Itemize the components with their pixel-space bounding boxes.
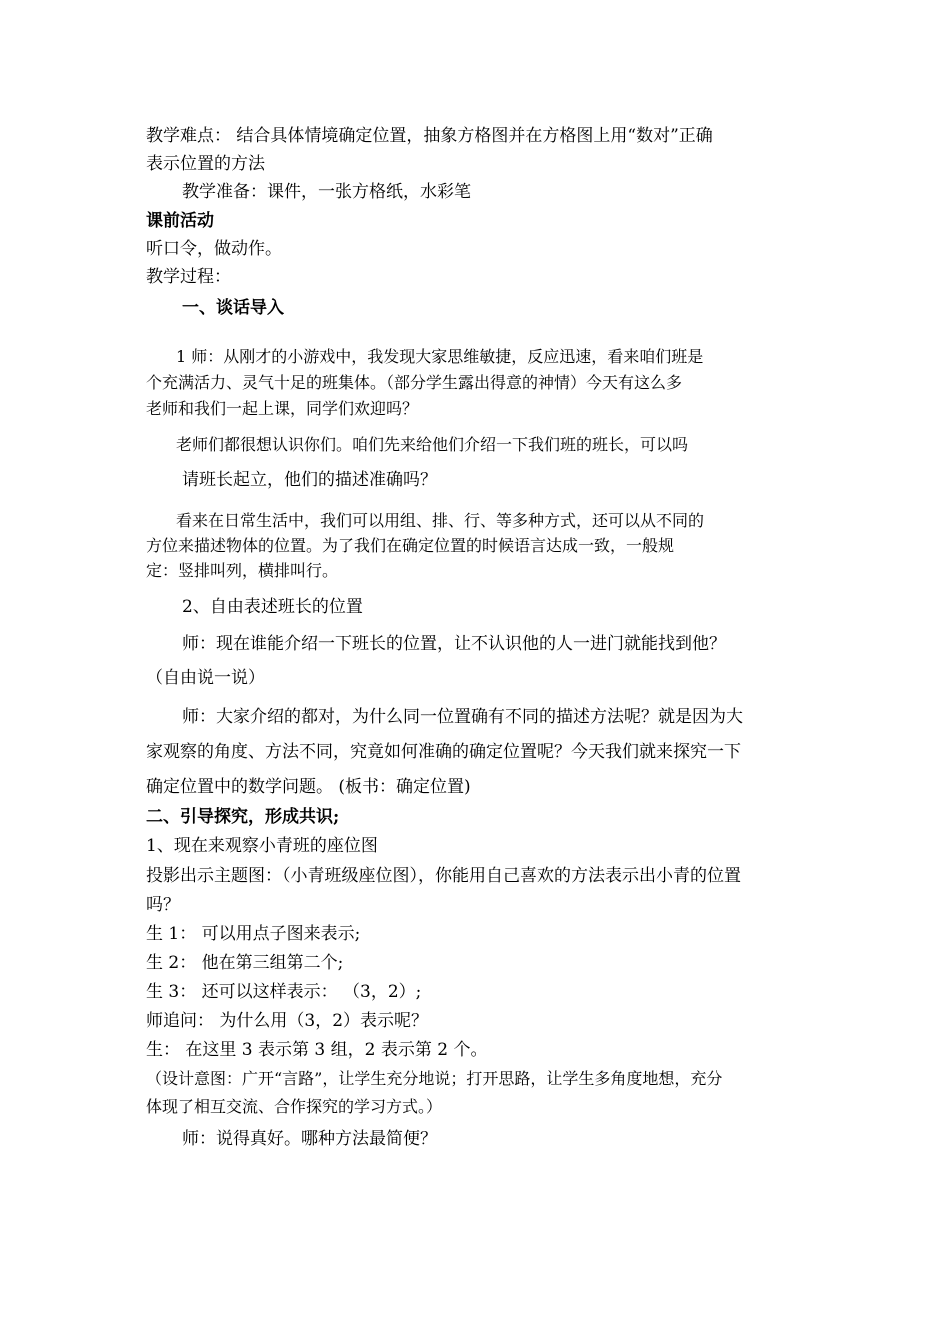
teacher-line-2c: 确定位置中的数学问题。 (板书：确定位置) bbox=[146, 777, 471, 797]
pre-class-heading: 课前活动 bbox=[146, 211, 214, 231]
section-2-heading: 二、引导探究，形成共识; bbox=[146, 807, 340, 827]
teacher-line-1: 师：现在谁能介绍一下班长的位置，让不认识他的人一进门就能找到他？ bbox=[182, 634, 726, 654]
section-1-heading: 一、谈话导入 bbox=[182, 298, 284, 318]
intro-para-4-line-2: 方位来描述物体的位置。为了我们在确定位置的时候语言达成一致，一般规 bbox=[146, 536, 675, 555]
projection-line-2: 吗？ bbox=[146, 895, 180, 915]
difficulty-line-1: 教学难点： 结合具体情境确定位置，抽象方格图并在方格图上用“数对”正确 bbox=[146, 126, 713, 146]
student-answer-line: 生： 在这里 3 表示第 3 组，2 表示第 2 个。 bbox=[146, 1040, 488, 1060]
teacher-final-line: 师：说得真好。哪种方法最简便？ bbox=[182, 1129, 437, 1149]
intro-para-line-1: 1 师：从刚才的小游戏中，我发现大家思维敏捷，反应迅速，看来咱们班是 bbox=[176, 347, 704, 366]
teacher-line-2a: 师：大家介绍的都对，为什么同一位置确有不同的描述方法呢？就是因为大 bbox=[182, 707, 743, 727]
student-3-line: 生 3： 还可以这样表示： （3，2）; bbox=[146, 982, 422, 1002]
student-2-line: 生 2： 他在第三组第二个; bbox=[146, 953, 344, 973]
intro-para-line-3: 老师和我们一起上课，同学们欢迎吗？ bbox=[146, 399, 419, 418]
intro-para-line-2: 个充满活力、灵气十足的班集体。（部分学生露出得意的神情）今天有这么多 bbox=[146, 373, 683, 392]
intro-para-3: 请班长起立，他们的描述准确吗？ bbox=[182, 470, 437, 490]
student-1-line: 生 1： 可以用点子图来表示; bbox=[146, 924, 361, 944]
intro-para-2: 老师们都很想认识你们。咱们先来给他们介绍一下我们班的班长，可以吗 bbox=[176, 435, 689, 454]
design-intent-line-2: 体现了相互交流、合作探究的学习方式。） bbox=[146, 1097, 443, 1116]
intro-para-4-line-1: 看来在日常生活中，我们可以用组、排、行、等多种方式，还可以从不同的 bbox=[176, 511, 705, 530]
projection-line-1: 投影出示主题图：（小青班级座位图），你能用自己喜欢的方法表示出小青的位置 bbox=[146, 866, 741, 886]
process-label: 教学过程： bbox=[146, 267, 231, 287]
item-2: 2、自由表述班长的位置 bbox=[182, 597, 363, 617]
free-talk: （自由说一说） bbox=[146, 668, 265, 688]
teacher-line-2b: 家观察的角度、方法不同，究竟如何准确的确定位置呢？今天我们就来探究一下 bbox=[146, 742, 741, 762]
section-2-item-1: 1、现在来观察小青班的座位图 bbox=[146, 836, 378, 856]
teacher-ask-line: 师追问： 为什么用（3，2）表示呢？ bbox=[146, 1011, 429, 1031]
design-intent-line-1: （设计意图：广开“言路”，让学生充分地说；打开思路，让学生多角度地想，充分 bbox=[146, 1069, 723, 1088]
intro-para-4-line-3: 定：竖排叫列，横排叫行。 bbox=[146, 561, 339, 580]
difficulty-line-2: 表示位置的方法 bbox=[146, 154, 265, 174]
pre-class-text: 听口令，做动作。 bbox=[146, 239, 282, 259]
preparation-line: 教学准备：课件，一张方格纸，水彩笔 bbox=[182, 182, 471, 202]
